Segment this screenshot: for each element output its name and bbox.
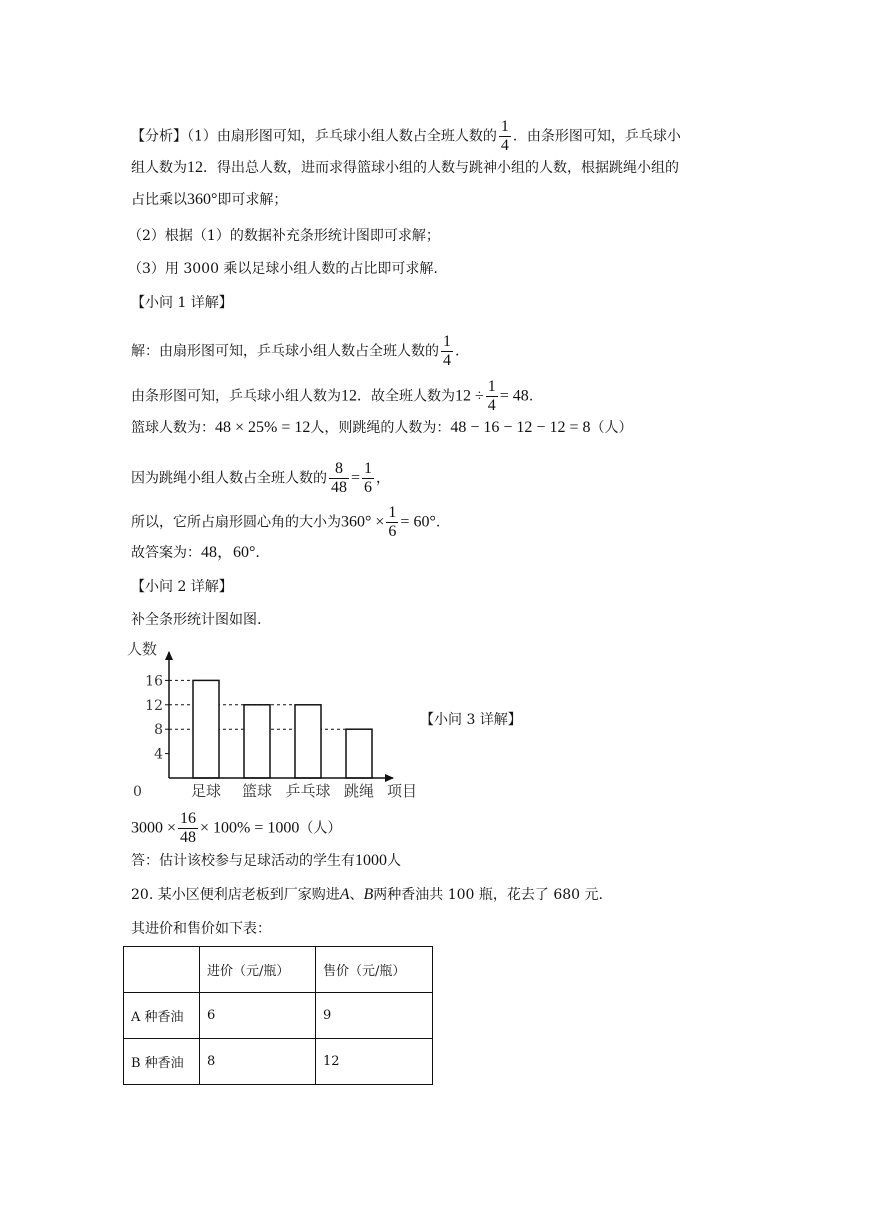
- table-cell: 12: [316, 1039, 433, 1085]
- q3-answer: 答：估计该校参与足球活动的学生有1000人: [131, 852, 401, 869]
- table-row: [124, 1039, 433, 1085]
- x-tick-label: 乒乓球: [285, 782, 331, 800]
- y-axis-label: 人数: [127, 640, 158, 658]
- analysis-line-5: （3）用 3000 乘以足球小组人数的占比即可求解.: [128, 261, 438, 277]
- table-header-cell: 售价（元/瓶）: [316, 947, 433, 993]
- fraction: $\frac{1}{4}$: [500, 118, 509, 154]
- q1-answer: 故答案为：48，60°.: [131, 544, 260, 561]
- fraction: $\frac{8}{48}$: [331, 460, 347, 496]
- q3-heading: 【小问 3 详解】: [420, 712, 522, 728]
- analysis-line-4: （2）根据（1）的数据补充条形统计图即可求解；: [128, 228, 440, 244]
- table-cell: 8: [200, 1039, 316, 1085]
- q1-step-3: 篮球人数为：48 × 25% = 12人，则跳绳的人数为：48 − 16 − 12 − 12 = 8（人）: [131, 419, 633, 436]
- bar-chart: [125, 632, 425, 804]
- table-header-row: [124, 947, 433, 993]
- q1-step-4: 因为跳绳小组人数占全班人数的 $\frac{8}{48}$ = $\frac{1}{6}$ ，: [131, 460, 391, 496]
- x-tick-label: 跳绳: [343, 782, 375, 800]
- fraction: $\frac{1}{6}$: [388, 504, 397, 540]
- fraction: $\frac{1}{4}$: [487, 378, 496, 414]
- q1-step-1: 解：由扇形图可知，乒乓球小组人数占全班人数的 $\frac{1}{4}$ .: [131, 333, 460, 369]
- bar-篮球: [244, 705, 270, 778]
- analysis-line-1: 【分析】（1）由扇形图可知，乒乓球小组人数占全班人数的 $\frac{1}{4}$ ．由条形图可知，乒乓球小: [131, 118, 681, 154]
- fraction: $\frac{1}{6}$: [364, 460, 373, 496]
- x-tick-label: 篮球: [241, 782, 273, 800]
- q20-intro: 其进价和售价如下表：: [131, 921, 271, 937]
- q3-calculation: 3000 × $\frac{16}{48}$ × 100% = 1000（人）: [131, 810, 342, 846]
- q2-heading: 【小问 2 详解】: [131, 579, 233, 595]
- q1-heading: 【小问 1 详解】: [131, 295, 233, 311]
- y-tick-label: 8: [154, 722, 163, 739]
- table-cell: A 种香油: [124, 993, 200, 1039]
- q1-step-5: 所以，它所占扇形圆心角的大小为360° × $\frac{1}{6}$ = 60°.: [131, 504, 441, 540]
- table-cell: 6: [200, 993, 316, 1039]
- y-tick-label: 12: [145, 697, 163, 714]
- origin-label: 0: [133, 784, 142, 800]
- table-header-cell: [124, 947, 200, 993]
- fraction: $\frac{1}{4}$: [443, 333, 451, 369]
- table-cell: 9: [316, 993, 433, 1039]
- analysis-line-3: 占比乘以360°即可求解；: [131, 191, 288, 208]
- y-tick-label: 4: [154, 746, 163, 763]
- price-table: [123, 946, 433, 1085]
- bar-足球: [193, 680, 219, 778]
- bar-跳绳: [346, 729, 372, 778]
- table-row: [124, 993, 433, 1039]
- bar-乒乓球: [295, 705, 321, 778]
- q2-text: 补全条形统计图如图.: [131, 612, 262, 628]
- x-axis-label: 项目: [387, 782, 418, 800]
- q1-step-2: 由条形图可知，乒乓球小组人数为12．故全班人数为12 ÷ $\frac{1}{4}$ = 48.: [131, 378, 534, 414]
- x-tick-label: 足球: [190, 782, 222, 800]
- fraction: $\frac{16}{48}$: [180, 810, 197, 846]
- table-header-cell: 进价（元/瓶）: [200, 947, 316, 993]
- q20-text: 20. 某小区便利店老板到厂家购进A、B两种香油共 100 瓶，花去了 680 元.: [131, 886, 603, 903]
- analysis-line-2: 组人数为12．得出总人数，进而求得篮球小组的人数与跳神小组的人数，根据跳绳小组的: [131, 159, 679, 176]
- y-tick-label: 16: [145, 673, 163, 690]
- analysis-label: 【分析】: [131, 128, 187, 145]
- table-cell: B 种香油: [124, 1039, 200, 1085]
